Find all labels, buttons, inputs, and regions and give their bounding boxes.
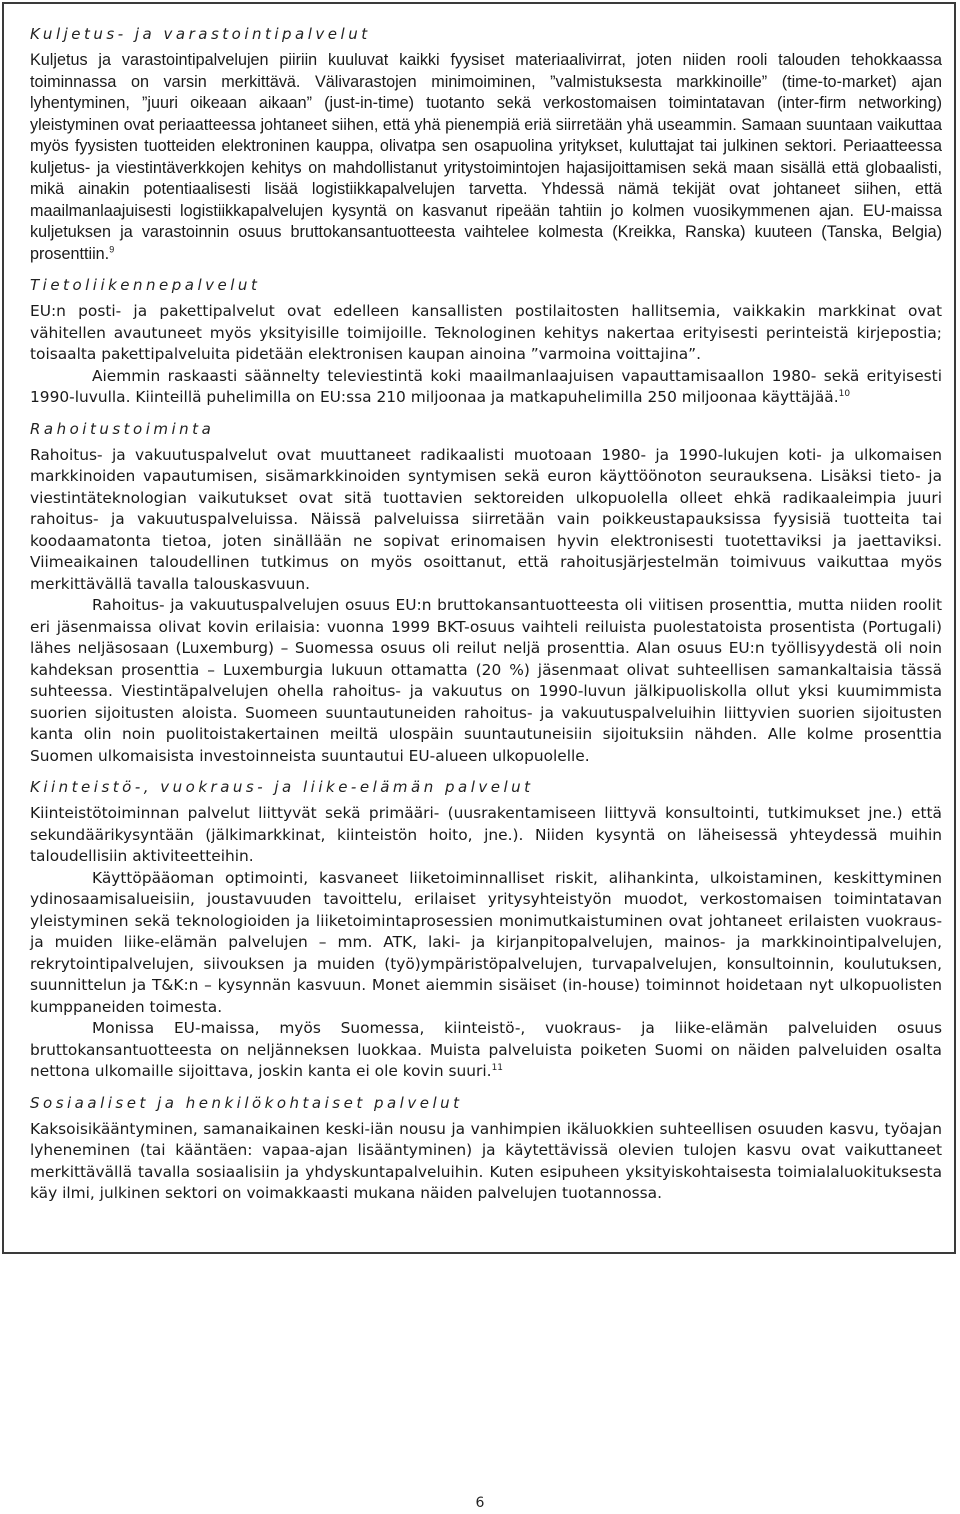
paragraph: Rahoitus- ja vakuutuspalvelujen osuus EU:n bruttokansantuotteesta oli viitisen prosenttia, mutta niiden roolit eri jäsenmaissa olivat kovin erilaisia: vuonna 1999 BKT-osuus vaihteli reiluista puolestatoista prosentista (Portugali) lähes neljäsosaan (Luxemburg) – Suomessa osuus oli reilut neljä prosenttia. Alan osuus EU:n työllisyydestä oli noin kahdeksan prosenttia – Luxemburgia lukuun ottamatta (20 %) jäsenmaat olivat suhteellisen samankaltaisia tässä suhteessa. Viestintäpalvelujen ohella rahoitus- ja vakuutus on 1990-luvun jälkipuoliskolla ollut yksi kuumimmista suorien sijoitusten aloista. Suomeen suuntautuneiden rahoitus- ja vakuutuspalveluihin liittyvien suorien sijoitusten kanta olin noin puolitoistakertainen meiltä ulospäin suuntautuneisiin sijoituksiin nähden. Alle kolme prosenttia Suomen ulkomaisista investoinneista suuntautui EU-alueen ulkopuolelle. [30,596,942,765]
section-transport [30,24,942,265]
paragraph: Kiinteistötoiminnan palvelut liittyvät sekä primääri- (uusrakentamiseen liittyvä konsultointi, tutkimukset jne.) että sekundäärikysyntään (jälkimarkkinat, kiinteistön hoito, jne.). Niiden kysyntä on läheisessä yhteydessä muihin taloudellisiin aktiviteetteihin. [30,804,942,865]
footnote-marker: 9 [109,244,115,255]
section-heading: Kiinteistö-, vuokraus- ja liike-elämän palvelut [30,778,534,796]
document-body [30,24,942,1215]
paragraph: Käyttöpääoman optimointi, kasvaneet liiketoiminnalliset riskit, alihankinta, ulkoistaminen, keskittyminen ydinosaamisalueisiin, joustavuuden tavoittelu, erilaiset yritysyhteistyön muodot, verkostomaisen toimintatavan yleistyminen sekä teknologioiden ja liiketoimintaprosessien monimutkaistuminen ovat johtaneet erilaisten vuokraus- ja muiden liike-elämän palvelujen – mm. ATK, laki- ja kirjanpitopalvelujen, mainos- ja markkinointipalvelujen, rekrytointipalvelujen, siivouksen ja muiden (työ)ympäristöpalvelujen, turvapalvelujen, konsultoinnin, koulutuksen, suunnittelun ja T&K:n – kysynnän kasvuun. Monet aiemmin sisäiset (in-house) toiminnot hoidetaan nyt ulkopuolisten kumppaneiden toimesta. [30,868,942,1016]
footnote-marker: 10 [838,388,851,399]
page-number: 6 [475,1495,485,1511]
section-heading: Sosiaaliset ja henkilökohtaiset palvelut [30,1093,463,1112]
paragraph: Monissa EU-maissa, myös Suomessa, kiinteistö-, vuokraus- ja liike-elämän palveluiden osuus bruttokansantuotteesta on neljänneksen luokkaa. Muista palveluista poiketen Suomi on näiden palveluiden osalta nettona ulkomaille sijoittava, joskin kanta ei ole kovin suuri.$^{11}$ [30,1019,942,1080]
paragraph: Aiemmin raskaasti säännelty televiestintä koki maailmanlaajuisen vapauttamisaallon 1980- sekä erityisesti 1990-luvulla. Kiinteillä puhelimilla on EU:ssa 210 miljoonaa ja matkapuhelimilla 250 miljoonaa käyttäjää.$^{10}$ [30,366,942,406]
paragraph: Rahoitus- ja vakuutuspalvelut ovat muuttaneet radikaalisti muotoaan 1980- ja 1990-lukujen koti- ja ulkomaisen markkinoiden vapautumisen, sisämarkkinoiden syntymisen sekä euron käyttöönoton seurauksena. Lisäksi tieto- ja viestintäteknologian vaikutukset ovat sitä tuottavien sektoreiden ulkopuolella olleet ehkä radikaaleimpia juuri rahoitus- ja vakuutuspalveluissa. Näissä palveluissa siirretään vain poikkeustapauksissa fyysisiä tuotteita tai koodaamatonta tietoa, joten sinällään ne sopivat erinomaisen hyvin elektronisesti tuotettaviksi ja jaettaviksi. Viimeaikainen taloudellinen tutkimus on myös osoittanut, että rahoitusjärjestelmän toimivuus vaikuttaa myös merkittävällä tavalla talouskasvuun. [30,445,942,593]
section-telecom [30,275,942,409]
paragraph: Kaksoisikääntyminen, samanaikainen keski-iän nousu ja vanhimpien ikäluokkien suhteellisen osuuden kasvu, työajan lyheneminen (tai kääntäen: vapaa-ajan lisääntyminen) ja käytettävissä olevien tulojen kasvu ovat vaikuttaneet merkittävällä tavalla sosiaalisiin ja yhdyskuntapalveluihin. Kuten esipuheen yksityiskohtaisesta toimialaluokituksesta käy ilmi, julkinen sektori on voimakkaasti mukana näiden palvelujen tuotannossa. [30,1119,942,1202]
section-social [30,1093,942,1205]
content-box [2,2,956,1254]
section-finance [30,419,942,768]
section-real-estate [30,777,942,1083]
footnote-marker: 11 [491,1062,504,1073]
section-heading: Rahoitustoiminta [30,419,215,438]
section-heading: Kuljetus- ja varastointipalvelut [30,25,371,43]
section-heading: Tietoliikennepalvelut [30,276,261,294]
paragraph: EU:n posti- ja pakettipalvelut ovat edelleen kansallisten postilaitosten hallitsemia, vaikkakin markkinat ovat vähitellen avautuneet myös yksityisille toimijoille. Teknologinen kehitys nakertaa erityisesti perinteistä kirjepostia; toisaalta pakettipalveluita pidetään elektronisen kaupan ainoina ”varmoina voittajina”. [30,302,942,363]
paragraph: Kuljetus ja varastointipalvelujen piiriin kuuluvat kaikki fyysiset materiaalivirrat, joten niiden rooli talouden tehokkaassa toiminnassa on varsin merkittävä. Välivarastojen minimoiminen, ”valmistuksesta markkinoille” (time-to-market) ajan lyhentyminen, ”juuri oikeaan aikaan” (just-in-time) tuotanto sekä verkostomaisen toimintatavan (inter-firm networking) yleistyminen ovat periaatteessa johtaneet siihen, että yhä pienempiä eriä siirretään yhä useammin. Samaan suuntaan vaikuttaa myös fyysisten tuotteiden elektroninen kauppa, olivatpa sen osapuolina yritykset, kuluttajat tai julkinen sektori. Periaatteessa kuljetus- ja viestintäverkkojen kehitys on mahdollistanut yritystoimintojen hajasijoittamisen sekä maan sisällä että globaalisti, mikä ainakin potentiaalisesti lisää logistiikkapalvelujen tarvetta. Yhdessä nämä tekijät ovat johtaneet siihen, että maailmanlaajuisesti logistiikkapalvelujen kysyntä on kasvanut ripeään tahtiin jo kolmen vuosikymmenen ajan. EU-maissa kuljetuksen ja varastoinnin osuus bruttokansantuotteesta vaihtelee kolmesta (Kreikka, Ranska) kuuteen (Tanska, Belgia) prosenttiin.$^9$ [30,51,942,263]
